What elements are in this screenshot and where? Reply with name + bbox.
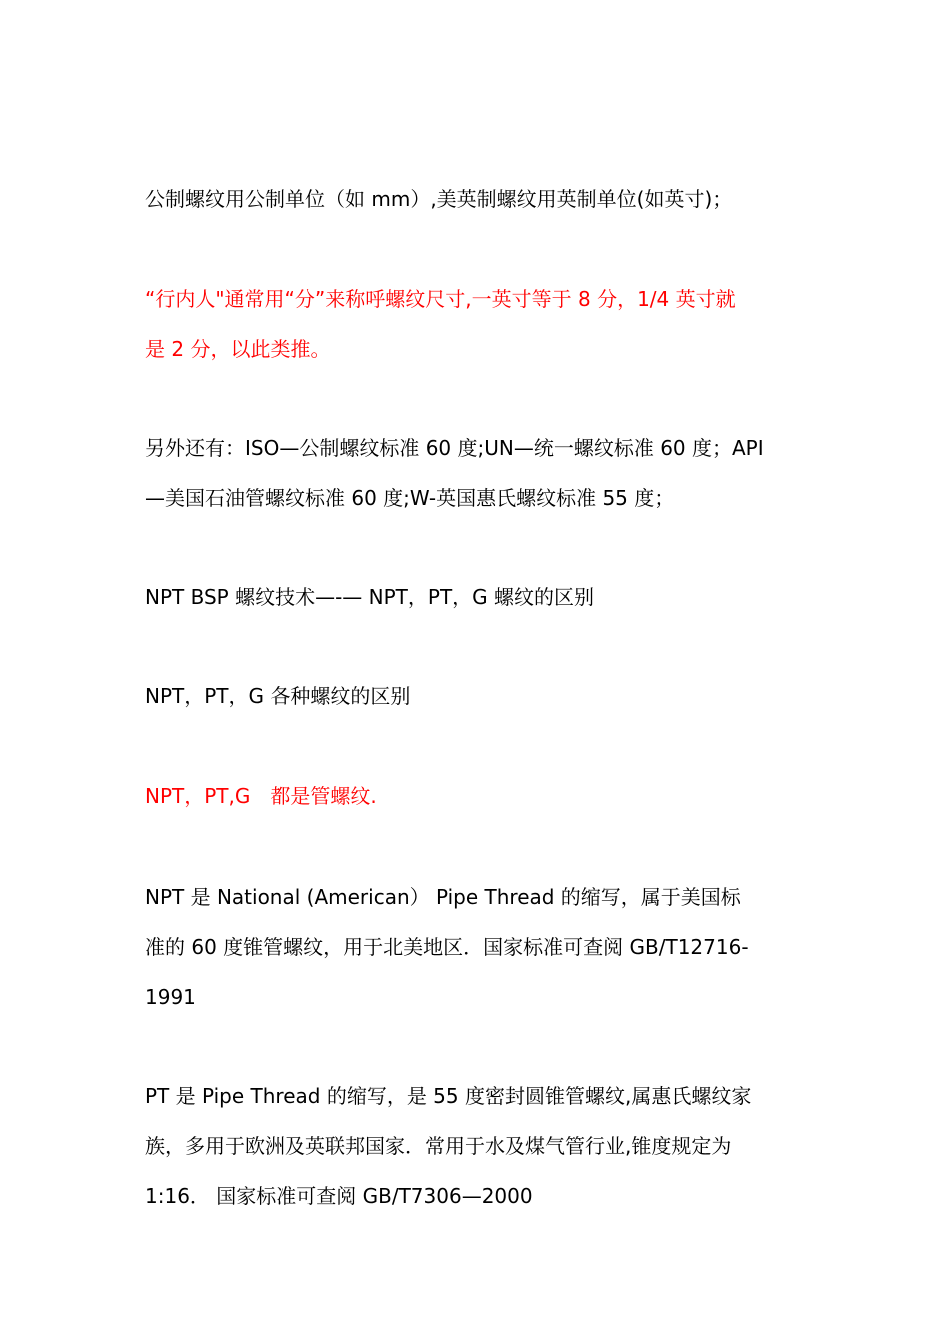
paragraph-line: 1991 <box>145 985 196 1009</box>
paragraph-line: 族，多用于欧洲及英联邦国家．常用于水及煤气管行业,锥度规定为 <box>145 1134 732 1158</box>
paragraph-line: NPT BSP 螺纹技术—-— NPT，PT，G 螺纹的区别 <box>145 585 595 609</box>
paragraph-line: “行内人"通常用“分”来称呼螺纹尺寸,一英寸等于 8 分，1/4 英寸就 <box>145 287 736 311</box>
paragraph-thread-standards <box>145 423 810 523</box>
paragraph-line: 准的 60 度锥管螺纹，用于北美地区．国家标准可查阅 GB/T12716- <box>145 935 749 959</box>
paragraph-line: —美国石油管螺纹标准 60 度;W-英国惠氏螺纹标准 55 度； <box>145 486 675 510</box>
section-heading-npt-bsp <box>145 572 810 622</box>
paragraph-line: 是 2 分，以此类推。 <box>145 337 331 361</box>
paragraph-fen-unit-note <box>145 274 810 374</box>
paragraph-line: 公制螺纹用公制单位（如 mm）,美英制螺纹用英制单位(如英寸)； <box>145 187 733 211</box>
paragraph-pt-definition <box>145 1071 810 1221</box>
section-heading-thread-differences <box>145 671 810 721</box>
paragraph-line: NPT 是 National (American） Pipe Thread 的缩写，属于美国标 <box>145 885 741 909</box>
paragraph-line: 1:16． 国家标准可查阅 GB/T7306—2000 <box>145 1184 533 1208</box>
paragraph-line: PT 是 Pipe Thread 的缩写，是 55 度密封圆锥管螺纹,属惠氏螺纹家 <box>145 1084 752 1108</box>
paragraph-pipe-threads <box>145 771 810 821</box>
paragraph-line: NPT，PT，G 各种螺纹的区别 <box>145 684 411 708</box>
paragraph-metric-imperial-units <box>145 174 810 224</box>
paragraph-line: NPT，PT,G 都是管螺纹. <box>145 784 377 808</box>
paragraph-line: 另外还有：ISO—公制螺纹标准 60 度;UN—统一螺纹标准 60 度；API <box>145 436 764 460</box>
paragraph-npt-definition <box>145 872 810 1022</box>
